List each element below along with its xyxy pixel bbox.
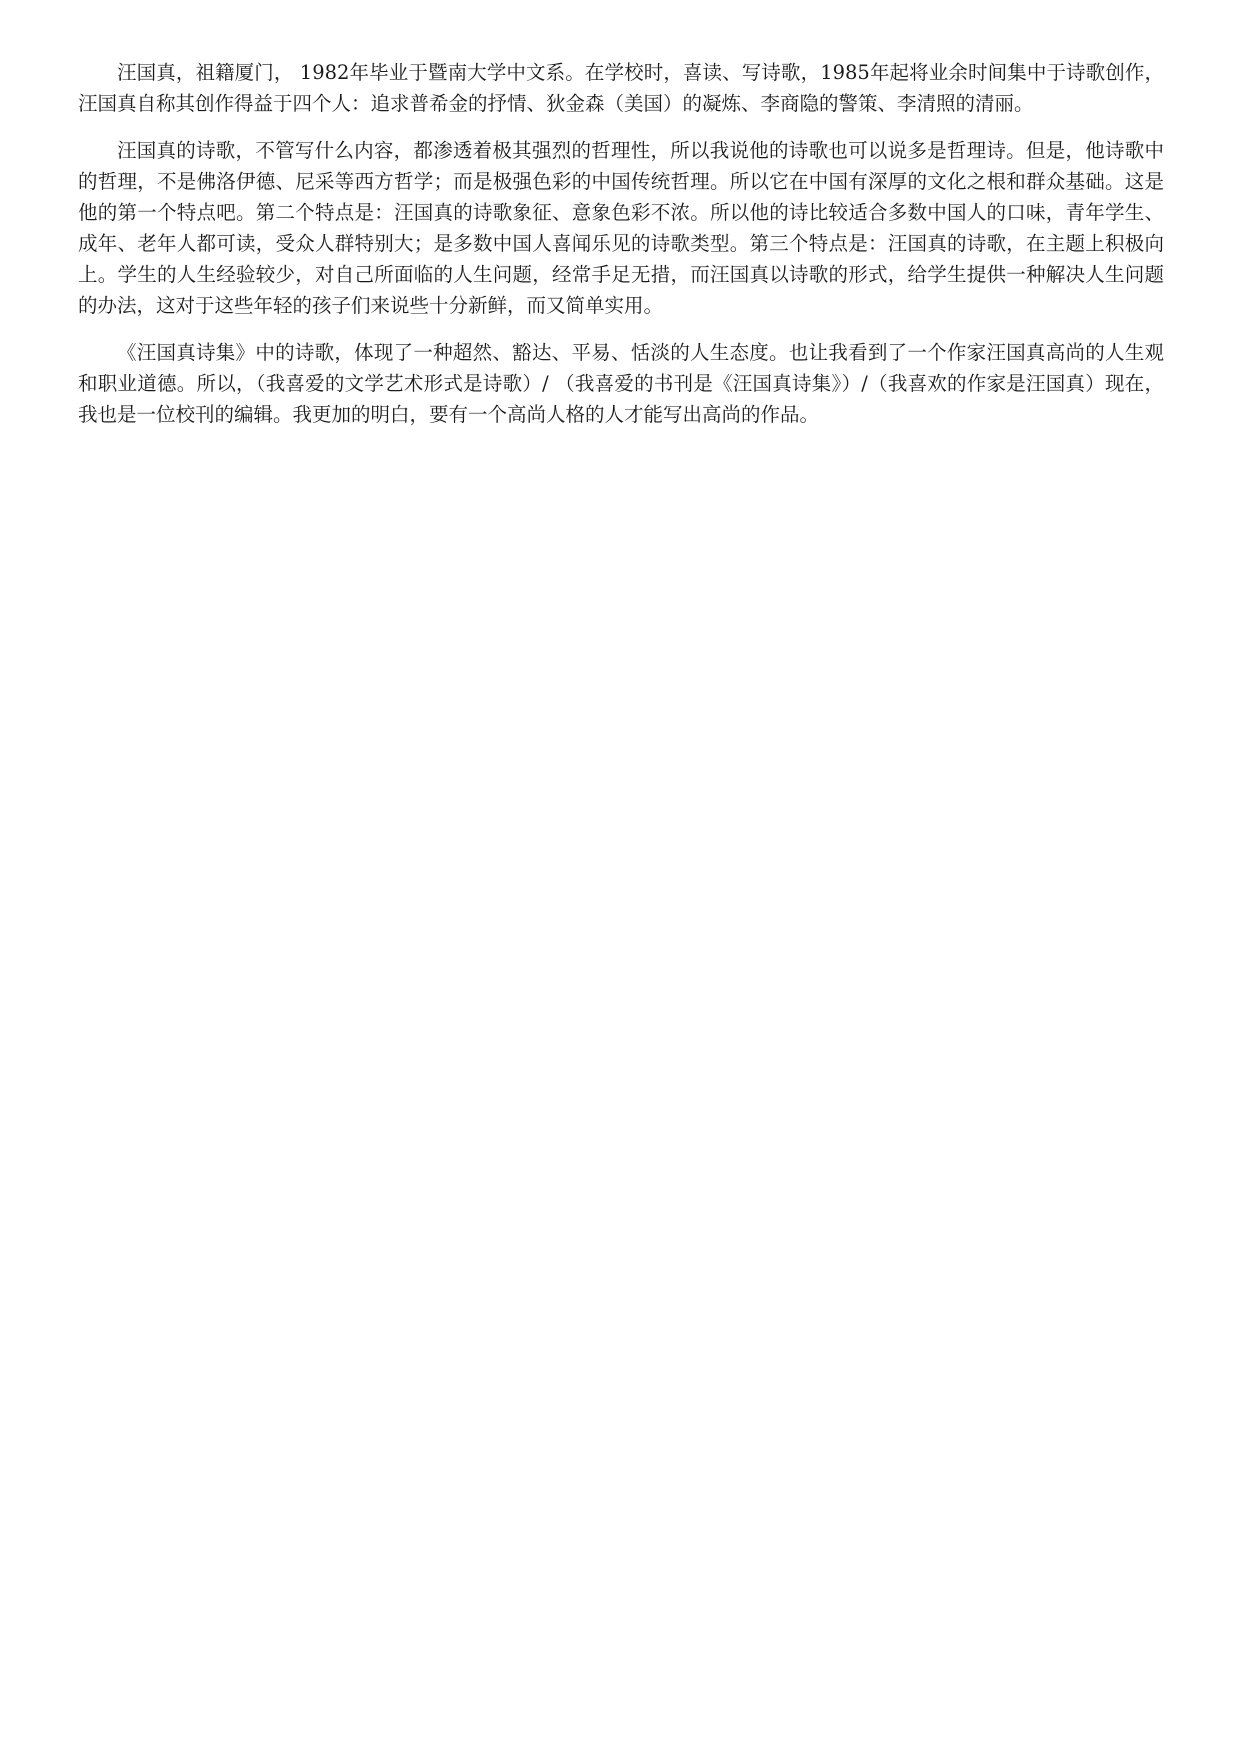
paragraph-biography: 汪国真，祖籍厦门， 1982年毕业于暨南大学中文系。在学校时，喜读、写诗歌，1985年起将业余时间集中于诗歌创作，汪国真自称其创作得益于四个人：追求普希金的抒情、狄金森（美国）的凝炼、李商隐的警策、李清照的清丽。 (78, 61, 1164, 115)
paragraph-conclusion: 《汪国真诗集》中的诗歌，体现了一种超然、豁达、平易、恬淡的人生态度。也让我看到了一个作家汪国真高尚的人生观和职业道德。所以，（我喜爱的文学艺术形式是诗歌）/ （我喜爱的书刊是《汪国真诗集》）/（我喜欢的作家是汪国真）现在，我也是一位校刊的编辑。我更加的明白，要有一个高尚人格的人才能写出高尚的作品。 (78, 341, 1164, 426)
document-body (78, 57, 1164, 446)
paragraph-characteristics: 汪国真的诗歌，不管写什么内容，都渗透着极其强烈的哲理性，所以我说他的诗歌也可以说多是哲理诗。但是，他诗歌中的哲理，不是佛洛伊德、尼采等西方哲学；而是极强色彩的中国传统哲理。所以它在中国有深厚的文化之根和群众基础。这是他的第一个特点吧。第二个特点是：汪国真的诗歌象征、意象色彩不浓。所以他的诗比较适合多数中国人的口味，青年学生、成年、老年人都可读，受众人群特别大；是多数中国人喜闻乐见的诗歌类型。第三个特点是：汪国真的诗歌，在主题上积极向上。学生的人生经验较少，对自己所面临的人生问题，经常手足无措，而汪国真以诗歌的形式，给学生提供一种解决人生问题的办法，这对于这些年轻的孩子们来说些十分新鲜，而又简单实用。 (78, 139, 1164, 317)
